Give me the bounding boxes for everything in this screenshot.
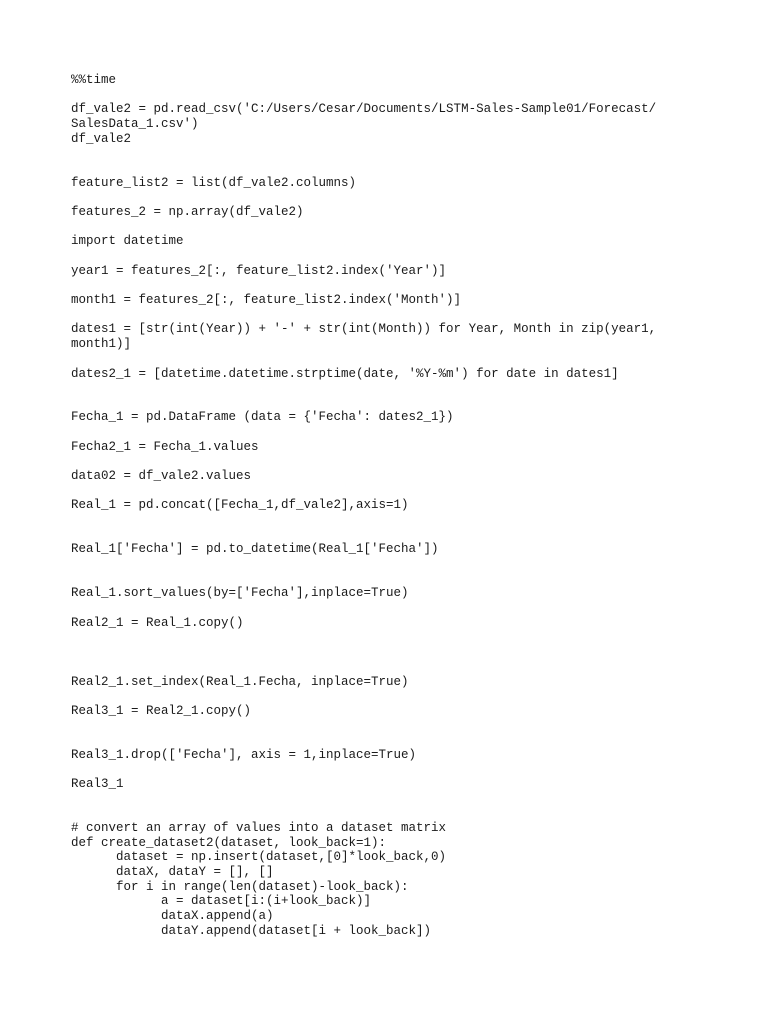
code-line: Real2_1.set_index(Real_1.Fecha, inplace=True): [71, 675, 409, 689]
code-line: Real2_1 = Real_1.copy(): [71, 616, 244, 630]
code-line: dataX, dataY = [], []: [71, 865, 274, 879]
code-line: dataY.append(dataset[i + look_back]): [71, 924, 432, 938]
code-line: SalesData_1.csv'): [71, 117, 199, 131]
code-line: # convert an array of values into a dataset matrix: [71, 821, 447, 835]
code-line: dataset = np.insert(dataset,[0]*look_back,0): [71, 850, 447, 864]
code-line: Fecha2_1 = Fecha_1.values: [71, 440, 259, 454]
code-line: dataX.append(a): [71, 909, 274, 923]
code-line: Real_1['Fecha'] = pd.to_datetime(Real_1['Fecha']): [71, 542, 439, 556]
code-line: Real_1 = pd.concat([Fecha_1,df_vale2],axis=1): [71, 498, 409, 512]
code-line: feature_list2 = list(df_vale2.columns): [71, 176, 357, 190]
code-line: %%time: [71, 73, 117, 87]
code-line: dates2_1 = [datetime.datetime.strptime(date, '%Y-%m') for date in dates1]: [71, 367, 619, 381]
code-line: year1 = features_2[:, feature_list2.index('Year')]: [71, 264, 447, 278]
code-line: Real_1.sort_values(by=['Fecha'],inplace=True): [71, 586, 409, 600]
code-line: Real3_1 = Real2_1.copy(): [71, 704, 252, 718]
code-line: dates1 = [str(int(Year)) + '-' + str(int(Month)) for Year, Month in zip(year1,: [71, 322, 657, 336]
code-line: month1)]: [71, 337, 132, 351]
code-line: df_vale2 = pd.read_csv('C:/Users/Cesar/Documents/LSTM-Sales-Sample01/Forecast/: [71, 102, 657, 116]
code-line: data02 = df_vale2.values: [71, 469, 252, 483]
code-line: a = dataset[i:(i+look_back)]: [71, 894, 372, 908]
code-line: import datetime: [71, 234, 184, 248]
code-line: Real3_1.drop(['Fecha'], axis = 1,inplace=True): [71, 748, 417, 762]
code-line: Real3_1: [71, 777, 124, 791]
code-line: month1 = features_2[:, feature_list2.index('Month')]: [71, 293, 462, 307]
code-line: features_2 = np.array(df_vale2): [71, 205, 304, 219]
code-line: def create_dataset2(dataset, look_back=1):: [71, 836, 387, 850]
code-line: for i in range(len(dataset)-look_back):: [71, 880, 409, 894]
code-line: Fecha_1 = pd.DataFrame (data = {'Fecha': dates2_1}): [71, 410, 454, 424]
code-line: df_vale2: [71, 132, 132, 146]
